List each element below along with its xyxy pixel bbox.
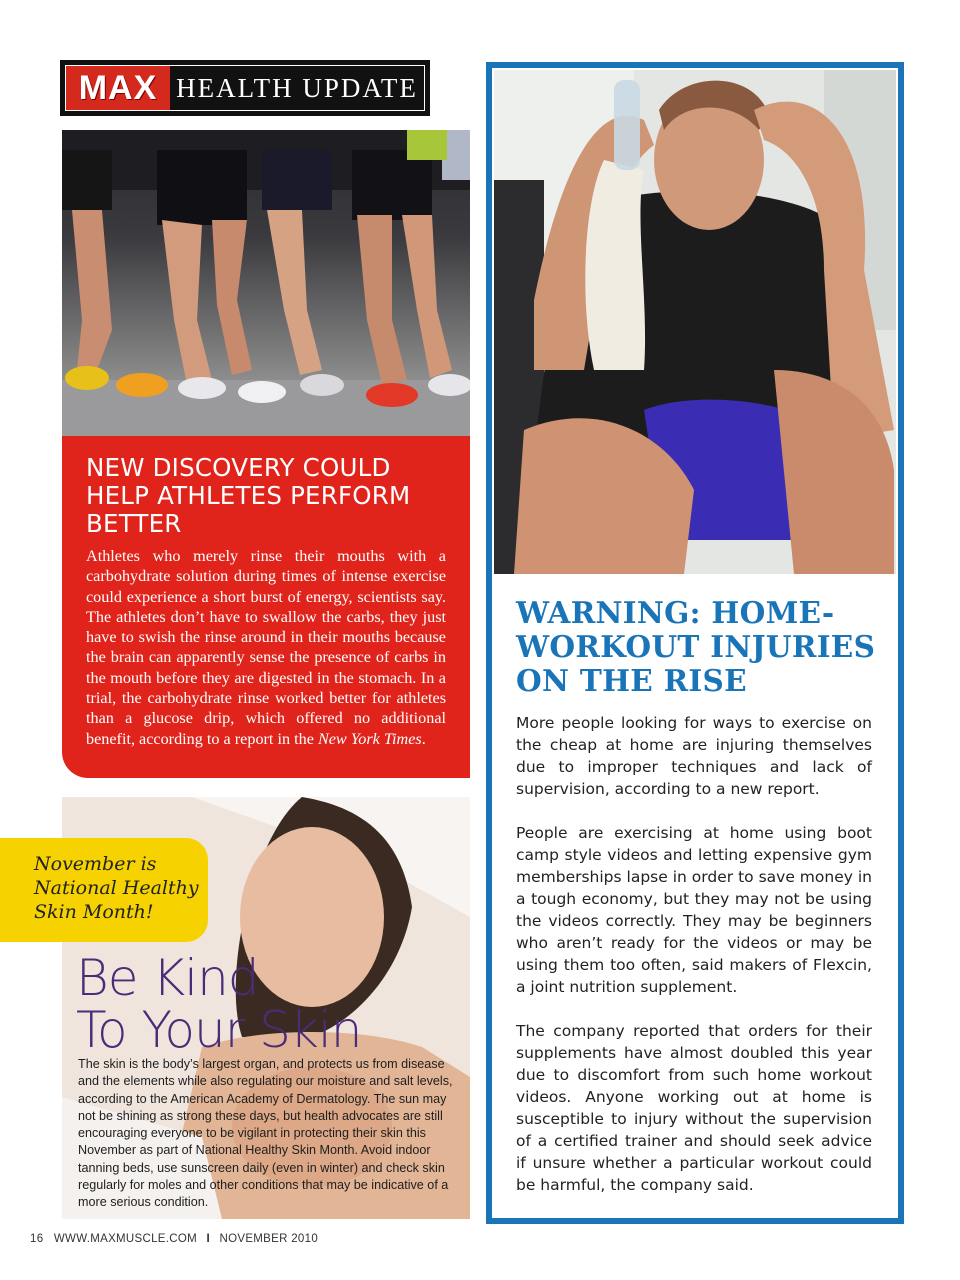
athletes-article-source: New York Times [317,729,422,748]
tired-man-gym-photo [494,70,896,574]
page-number: 16 [30,1233,44,1245]
footer-website: WWW.MAXMUSCLE.COM [53,1233,198,1245]
warning-paragraph: More people looking for ways to exercise on the cheap at home are injuring themselves due to improper techniques and lack of supervision, according to a new report. [516,714,872,798]
athletes-article-body [86,546,446,749]
skin-article-body: The skin is the body’s largest organ, and protects us from disease and the elements while also regulating our moisture and salt levels, according to the American Academy of Dermatology. The sun may not be shining as strong these days, but health advocates are still encouraging everyone to be vigilant in protecting their skin this November as part of National Healthy Skin Month. Avoid indoor tanning beds, use sunscreen daily (even in winter) and check skin regularly for moles and other conditions that may be indicative of a more serious condition. [78,1057,453,1210]
athletes-article-title: NEW DISCOVERY COULD HELP ATHLETES PERFORM BETTER [86,453,411,538]
skin-title-line-1: Be Kind [76,949,259,1007]
skin-month-callout-text: November is National Healthy Skin Month! [34,853,199,923]
page-footer [30,1233,318,1245]
warning-paragraph: People are exercising at home using boot camp style videos and letting expensive gym memberships lapse in order to save money in a tough economy, but they may not be using the videos correctly. They may be beginners who aren’t ready for the videos or may be using them too often, said makers of Flexcin, a joint nutrition supplement. [516,824,872,996]
athletes-article-text: Athletes who merely rinse their mouths with a carbohydrate solution during times of intense exercise could experience a short burst of energy, scientists say. The athletes don’t have to swallow the carbs, they just have to swish the rinse around in their mouths because the brain can apparently sense the presence of carbs in the mouth before they are digested in the stomach. In a trial, the carbohydrate rinse worked better for athletes than a glucose drip, which offered no additional benefit, according to a report in the [86,547,446,748]
athletes-article-box [62,436,470,778]
warning-article-body [516,712,872,1218]
footer-separator: I [206,1233,211,1245]
skin-title-line-2: To Your Skin [76,1001,362,1059]
footer-issue: NOVEMBER 2010 [219,1233,319,1245]
logo-section-title: HEALTH UPDATE [176,72,418,103]
warning-article-title: WARNING: HOME-WORKOUT INJURIES ON THE RISE [516,595,876,698]
warning-paragraph: The company reported that orders for their supplements have almost doubled this year due to discomfort from such home workout videos. Anyone working out at home is susceptible to injury without the supervision of a certified trainer and should seek advice if unsure whether a particular workout could be harmful, the company said. [516,1022,872,1194]
max-health-update-logo [60,60,430,116]
skin-article-title [76,949,362,1059]
skin-month-callout [0,838,208,942]
runners-legs-photo [62,130,470,436]
logo-max-text: MAX [66,66,170,110]
athletes-article-end: . [421,729,426,748]
